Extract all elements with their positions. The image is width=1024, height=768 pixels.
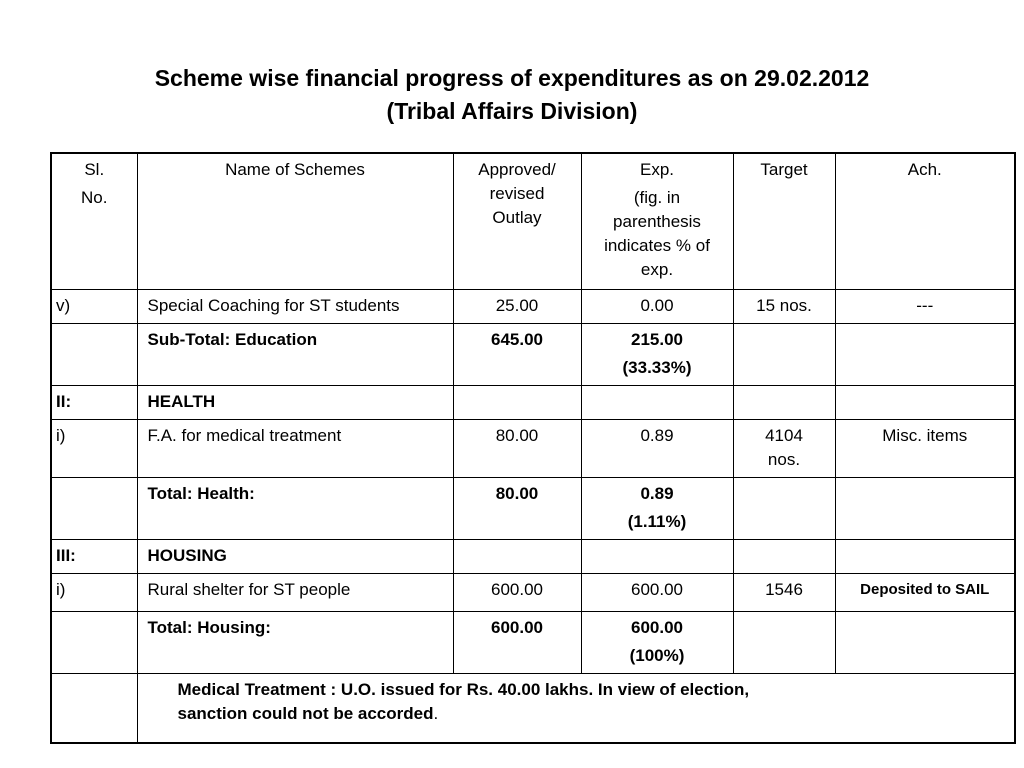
row-sl: i)	[51, 419, 137, 477]
row-ach	[835, 323, 1015, 385]
row-target	[733, 477, 835, 539]
row-ach	[835, 477, 1015, 539]
row-exp: 215.00 (33.33%)	[581, 323, 733, 385]
section-row	[51, 385, 1015, 419]
row-ach	[835, 539, 1015, 573]
row-exp: 600.00	[581, 573, 733, 611]
row-ach	[835, 611, 1015, 673]
row-scheme-name: F.A. for medical treatment	[137, 419, 453, 477]
page-title	[0, 62, 1024, 128]
header-ach: Ach.	[835, 153, 1015, 289]
row-outlay: 645.00	[453, 323, 581, 385]
row-sl	[51, 477, 137, 539]
row-exp: 0.89 (1.11%)	[581, 477, 733, 539]
row-sl: II:	[51, 385, 137, 419]
row-ach: Deposited to SAIL	[835, 573, 1015, 611]
row-exp: 600.00 (100%)	[581, 611, 733, 673]
header-exp: Exp. (fig. in parenthesis indicates % of exp.	[581, 153, 733, 289]
row-target	[733, 385, 835, 419]
row-scheme-name: Total: Housing:	[137, 611, 453, 673]
subtotal-row	[51, 323, 1015, 385]
row-target	[733, 611, 835, 673]
note-text: Medical Treatment : U.O. issued for Rs. 40.00 lakhs. In view of election, sanction could not be accorded.	[137, 673, 1015, 743]
header-name: Name of Schemes	[137, 153, 453, 289]
header-row	[51, 153, 1015, 289]
row-exp	[581, 385, 733, 419]
header-approved-outlay: Approved/ revised Outlay	[453, 153, 581, 289]
row-scheme-name: Special Coaching for ST students	[137, 289, 453, 323]
row-sl	[51, 673, 137, 743]
table-row	[51, 419, 1015, 477]
row-scheme-name: Rural shelter for ST people	[137, 573, 453, 611]
table-row	[51, 289, 1015, 323]
row-target: 4104 nos.	[733, 419, 835, 477]
row-outlay: 600.00	[453, 573, 581, 611]
table-row	[51, 573, 1015, 611]
row-outlay: 25.00	[453, 289, 581, 323]
row-scheme-name: Sub-Total: Education	[137, 323, 453, 385]
row-target	[733, 323, 835, 385]
row-exp: 0.89	[581, 419, 733, 477]
row-ach: Misc. items	[835, 419, 1015, 477]
subtotal-row	[51, 611, 1015, 673]
row-outlay	[453, 539, 581, 573]
row-outlay	[453, 385, 581, 419]
row-ach	[835, 385, 1015, 419]
expenditure-table	[50, 152, 1016, 744]
row-sl	[51, 611, 137, 673]
row-sl: i)	[51, 573, 137, 611]
row-exp	[581, 539, 733, 573]
title-line-2: (Tribal Affairs Division)	[386, 98, 638, 124]
row-sl	[51, 323, 137, 385]
header-sl: Sl. No.	[51, 153, 137, 289]
row-sl: III:	[51, 539, 137, 573]
row-ach: ---	[835, 289, 1015, 323]
row-target	[733, 539, 835, 573]
row-scheme-name: Total: Health:	[137, 477, 453, 539]
header-target: Target	[733, 153, 835, 289]
row-sl: v)	[51, 289, 137, 323]
note-row	[51, 673, 1015, 743]
row-outlay: 80.00	[453, 477, 581, 539]
row-outlay: 600.00	[453, 611, 581, 673]
row-outlay: 80.00	[453, 419, 581, 477]
row-scheme-name: HEALTH	[137, 385, 453, 419]
row-target: 15 nos.	[733, 289, 835, 323]
row-target: 1546	[733, 573, 835, 611]
subtotal-row	[51, 477, 1015, 539]
title-line-1: Scheme wise financial progress of expenditures as on 29.02.2012	[154, 65, 870, 91]
row-exp: 0.00	[581, 289, 733, 323]
row-scheme-name: HOUSING	[137, 539, 453, 573]
section-row	[51, 539, 1015, 573]
